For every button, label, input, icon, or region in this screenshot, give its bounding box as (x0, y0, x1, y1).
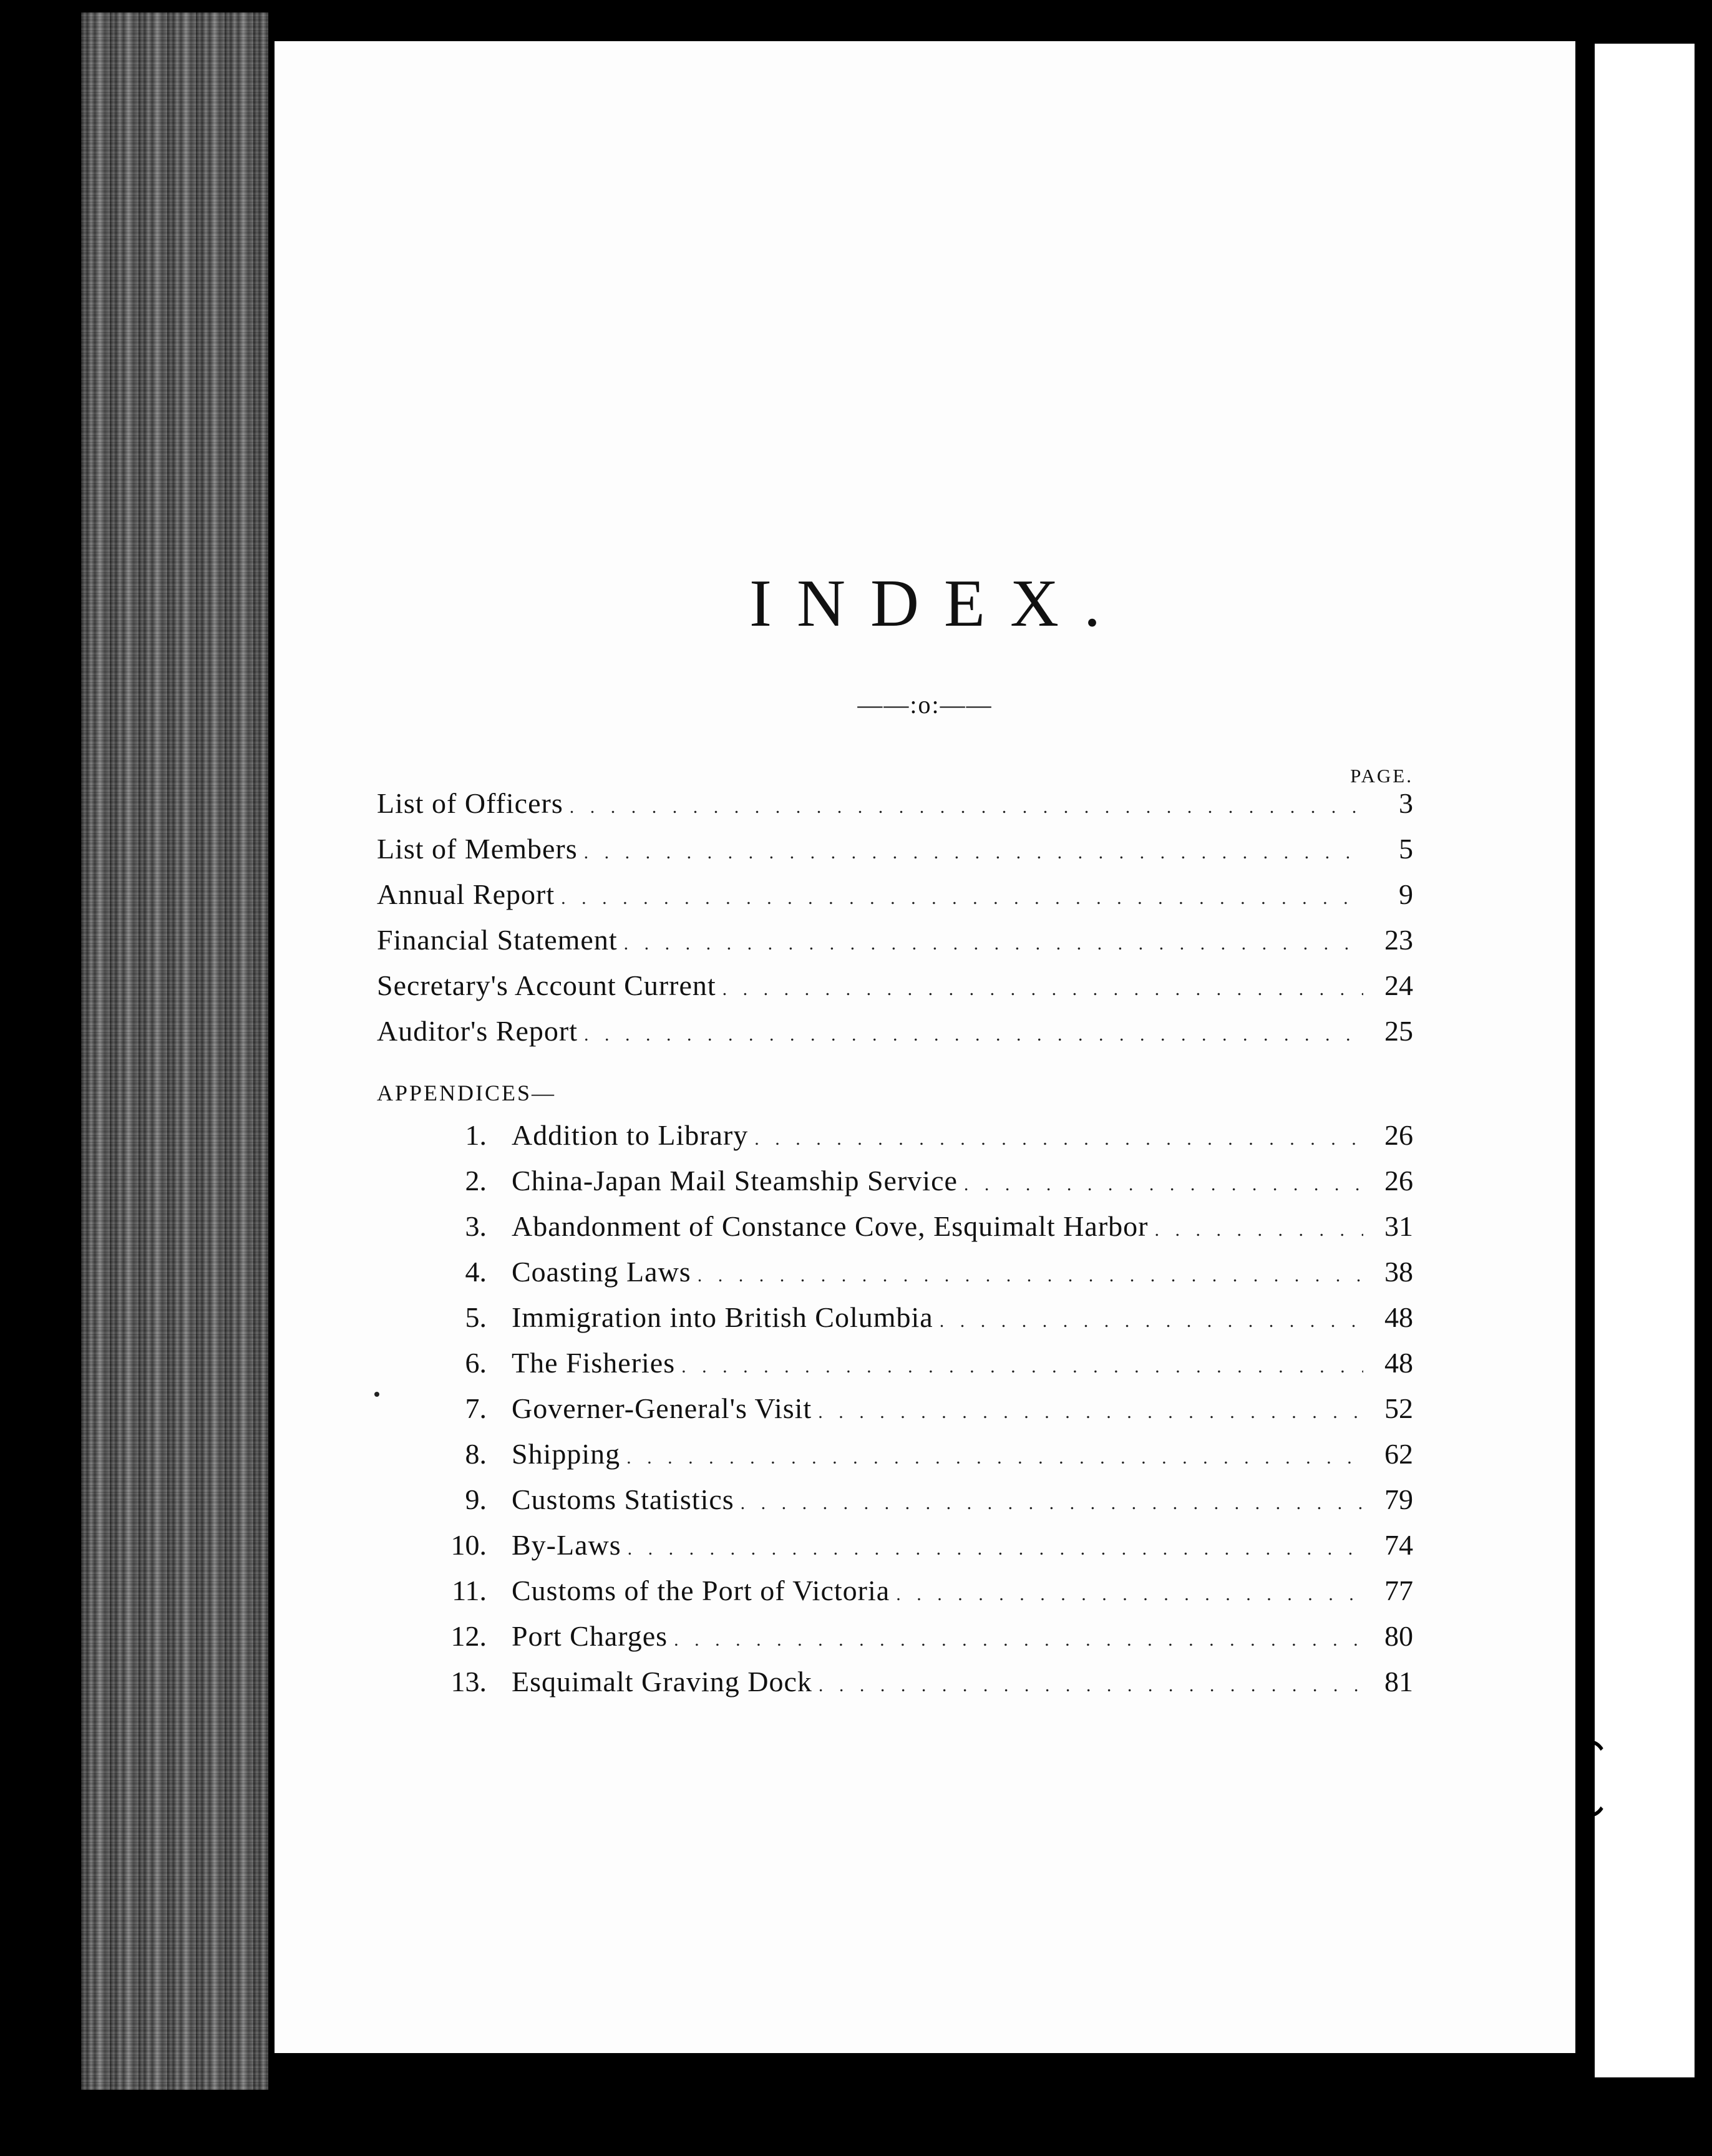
dot-leader (754, 1119, 1363, 1152)
appendix-label: Coasting Laws (512, 1256, 691, 1288)
appendix-number: 2. (465, 1165, 487, 1197)
appendix-entry (412, 1301, 1413, 1338)
toc-entry-label: Financial Statement (377, 924, 618, 956)
facing-page-bracket (1572, 1741, 1611, 1817)
toc-entry (377, 969, 1413, 1006)
appendix-number: 7. (465, 1392, 487, 1424)
appendix-page: 48 (1384, 1301, 1413, 1333)
dot-leader (681, 1346, 1363, 1379)
index-page (275, 41, 1575, 2053)
appendix-number: 3. (465, 1210, 487, 1242)
appendix-page: 62 (1384, 1438, 1413, 1470)
appendix-label: The Fisheries (512, 1347, 676, 1379)
appendix-page: 74 (1384, 1529, 1413, 1561)
facing-page-mark (1588, 374, 1607, 412)
appendix-number: 8. (465, 1438, 487, 1470)
appendix-number: 10. (450, 1529, 487, 1561)
appendix-number: 12. (450, 1620, 487, 1652)
appendix-number: 4. (465, 1256, 487, 1288)
appendix-entry (412, 1665, 1413, 1702)
dot-leader (624, 923, 1363, 956)
appendix-entry (412, 1346, 1413, 1384)
appendix-page: 77 (1384, 1575, 1413, 1606)
appendix-page: 80 (1384, 1620, 1413, 1652)
dot-leader (1154, 1210, 1363, 1243)
toc-entry-page: 23 (1384, 924, 1413, 956)
dot-leader (584, 1014, 1363, 1047)
appendix-label: Port Charges (512, 1620, 668, 1652)
toc-entry (377, 1014, 1413, 1052)
page-title: INDEX. (749, 566, 1126, 641)
appendix-label: China-Japan Mail Steamship Service (512, 1165, 958, 1197)
appendix-number: 5. (465, 1301, 487, 1333)
appendix-label: By-Laws (512, 1529, 621, 1561)
appendix-number: 9. (465, 1483, 487, 1515)
appendix-label: Esquimalt Graving Dock (512, 1666, 812, 1697)
ink-speck (374, 1392, 379, 1397)
appendix-entry (412, 1528, 1413, 1566)
appendix-page: 52 (1384, 1392, 1413, 1424)
toc-entry (377, 787, 1413, 824)
dot-leader (570, 787, 1363, 820)
dot-leader (628, 1528, 1363, 1561)
appendix-label: Abandonment of Constance Cove, Esquimalt Harbor (512, 1210, 1149, 1242)
toc-entry (377, 878, 1413, 915)
appendix-entry (412, 1574, 1413, 1611)
dot-leader (741, 1483, 1363, 1516)
dot-leader (896, 1574, 1363, 1607)
appendix-page: 48 (1384, 1347, 1413, 1379)
appendix-label: Governer-General's Visit (512, 1392, 812, 1424)
appendix-entry (412, 1437, 1413, 1475)
dot-leader (818, 1392, 1363, 1425)
dot-leader (722, 969, 1363, 1002)
appendix-number: 11. (452, 1575, 487, 1606)
appendix-page: 81 (1384, 1666, 1413, 1697)
toc-entry (377, 832, 1413, 870)
appendix-page: 79 (1384, 1483, 1413, 1515)
toc-entry-label: Auditor's Report (377, 1015, 578, 1047)
appendix-label: Immigration into British Columbia (512, 1301, 933, 1333)
dot-leader (819, 1665, 1363, 1698)
dot-leader (626, 1437, 1363, 1470)
toc-entry-label: List of Officers (377, 787, 563, 819)
appendix-label: Addition to Library (512, 1119, 749, 1151)
appendix-page: 26 (1384, 1165, 1413, 1197)
appendix-label: Customs Statistics (512, 1483, 734, 1515)
dot-leader (584, 832, 1363, 865)
toc-entry (377, 923, 1413, 961)
appendix-page: 31 (1384, 1210, 1413, 1242)
appendix-number: 13. (450, 1666, 487, 1697)
appendix-entry (412, 1119, 1413, 1156)
dot-leader (698, 1255, 1363, 1288)
appendix-page: 26 (1384, 1119, 1413, 1151)
toc-entry-label: Secretary's Account Current (377, 969, 716, 1001)
appendix-entry (412, 1392, 1413, 1429)
dot-leader (561, 878, 1363, 911)
title-ornament: ——:o:—— (857, 691, 993, 719)
dot-leader (964, 1164, 1363, 1197)
toc-entry-label: List of Members (377, 833, 578, 865)
appendix-entry (412, 1210, 1413, 1247)
dot-leader (674, 1619, 1363, 1653)
appendix-entry (412, 1255, 1413, 1293)
book-spine-edge (81, 12, 268, 2090)
appendix-number: 1. (465, 1119, 487, 1151)
toc-entry-page: 25 (1384, 1015, 1413, 1047)
appendix-number: 6. (465, 1347, 487, 1379)
toc-entry-page: 24 (1384, 969, 1413, 1001)
appendix-entry (412, 1619, 1413, 1657)
toc-entry-page: 9 (1399, 878, 1413, 910)
toc-entry-label: Annual Report (377, 878, 555, 910)
dot-leader (940, 1301, 1363, 1334)
appendices-heading: APPENDICES— (377, 1080, 557, 1105)
appendix-entry (412, 1483, 1413, 1520)
appendix-entry (412, 1164, 1413, 1202)
page-column-label: PAGE. (1350, 765, 1413, 787)
appendix-label: Shipping (512, 1438, 621, 1470)
toc-entry-page: 3 (1399, 787, 1413, 819)
appendix-label: Customs of the Port of Victoria (512, 1575, 890, 1606)
toc-entry-page: 5 (1399, 833, 1413, 865)
appendix-page: 38 (1384, 1256, 1413, 1288)
